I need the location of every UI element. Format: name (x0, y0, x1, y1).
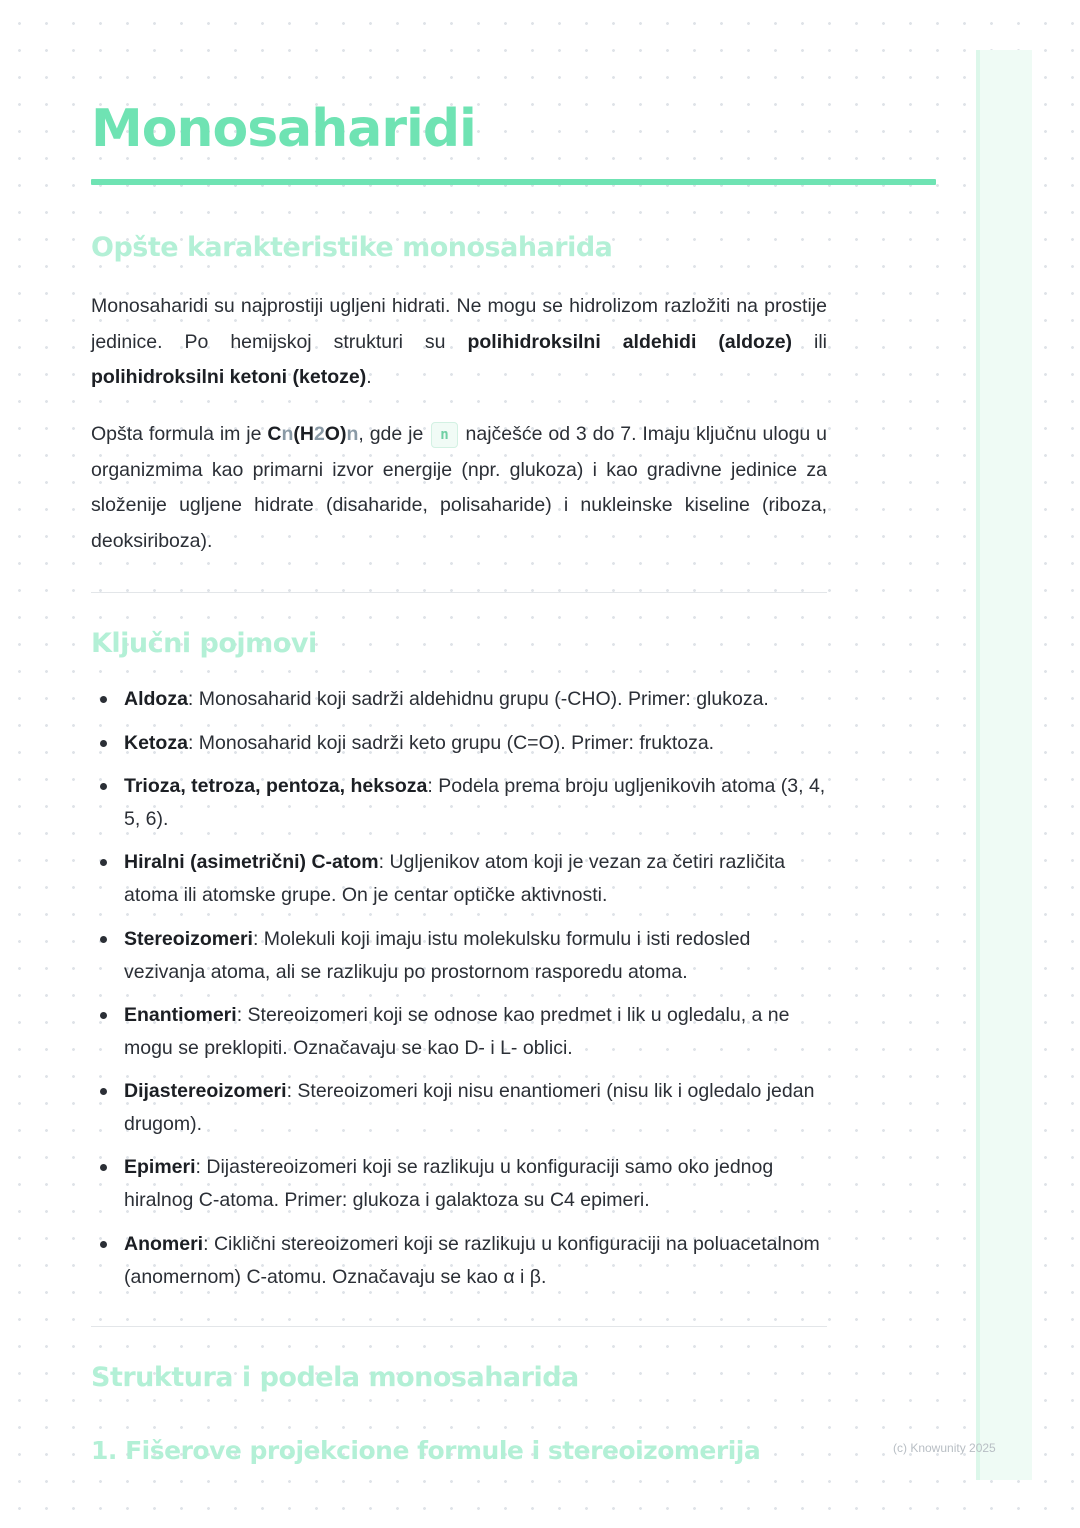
bullet (100, 696, 107, 703)
term-name: Epimeri (124, 1156, 196, 1178)
list-item (91, 770, 827, 836)
paragraph-text: ili (792, 330, 828, 353)
bold-term-aldoze: polihidroksilni aldehidi (aldoze) (467, 330, 793, 353)
bold-term-ketoze: polihidroksilni ketoni (ketoze) (91, 366, 367, 388)
term-definition: : Molekuli koji imaju istu molekulsku formulu i isti redosled vezivanja atoma, ali se razlikuju po prostornom rasporedu atoma. (124, 928, 751, 983)
paragraph-text: Monosaharidi su najprostiji ugljeni hidrati. Ne mogu se hidrolizom razložiti na prostije jedinice. Po hemijskoj strukturi su (91, 295, 827, 353)
term-name: Hiralni (asimetrični) C-atom (124, 851, 379, 873)
term-definition: : Ciklični stereoizomeri koji se razlikuju u konfiguraciji na poluacetalnom (anomernom) C-atomu. Označavaju se kao α i β. (124, 1233, 820, 1288)
section-heading-key-terms: Ključni pojmovi (91, 628, 317, 659)
term-name: Aldoza (124, 688, 188, 710)
bullet (100, 859, 107, 866)
term-name: Anomeri (124, 1233, 204, 1255)
document-body (91, 90, 828, 1465)
inline-code-n: n (431, 422, 457, 448)
term-definition: : Stereoizomeri koji se odnose kao predmet i lik u ogledalu, a ne mogu se preklopiti. Označavaju se kao D- i L- oblici. (124, 1004, 790, 1059)
bullet (100, 936, 107, 943)
copyright-footer: (c) Knowunity 2025 (893, 1441, 996, 1455)
section-divider (91, 1326, 827, 1327)
title-underline (91, 179, 936, 185)
term-name: Stereoizomeri (124, 928, 253, 950)
subsection-heading-fischer: 1. Fišerove projekcione formule i stereoizomerija (91, 1436, 761, 1465)
list-item (91, 683, 827, 716)
bullet (100, 1241, 107, 1248)
term-definition: : Monosaharid koji sadrži aldehidnu grupu (-CHO). Primer: glukoza. (187, 688, 769, 710)
list-item (91, 846, 827, 912)
list-item (91, 727, 827, 760)
term-name: Ketoza (124, 732, 188, 754)
term-name: Dijastereoizomeri (124, 1080, 287, 1102)
general-formula: Cn(H2O)n (267, 423, 359, 445)
section-divider (91, 592, 827, 593)
term-definition: : Podela prema broju ugljenikovih atoma (3, 4, 5, 6). (124, 775, 826, 830)
section-heading-general: Opšte karakteristike monosaharida (91, 232, 613, 263)
page-title: Monosaharidi (91, 99, 476, 159)
section-heading-structure: Struktura i podela monosaharida (91, 1362, 579, 1393)
paragraph-text: najčešće od 3 do 7. Imaju ključnu ulogu u organizmima kao primarni izvor energije (npr. glukoza) i kao gradivne jedinice za složenije ugljene hidrate (disaharide, polisaharide) i nukleinske kiseline (riboza, deoksiriboza). (91, 423, 827, 552)
bullet (100, 1088, 107, 1095)
paragraph-text: , gde je (358, 423, 430, 445)
term-definition: : Stereoizomeri koji nisu enantiomeri (nisu lik i ogledalo jedan drugom). (124, 1080, 815, 1135)
side-margin-strip (976, 50, 1032, 1480)
paragraph-formula (91, 417, 827, 559)
term-definition: : Monosaharid koji sadrži keto grupu (C=O). Primer: fruktoza. (187, 732, 715, 754)
list-item (91, 1228, 827, 1294)
term-name: Trioza, tetroza, pentoza, heksoza (124, 775, 428, 797)
term-definition: : Ugljenikov atom koji je vezan za četiri različita atoma ili atomske grupe. On je centar optičke aktivnosti. (124, 851, 786, 906)
term-name: Enantiomeri (124, 1004, 237, 1026)
paragraph-text: . (366, 366, 372, 388)
bullet (100, 783, 107, 790)
list-item (91, 1151, 827, 1217)
paragraph-definition (91, 289, 827, 396)
bullet (100, 1012, 107, 1019)
bullet (100, 740, 107, 747)
paragraph-text: Opšta formula im je (91, 423, 268, 445)
list-item (91, 1075, 827, 1141)
term-definition: : Dijastereoizomeri koji se razlikuju u konfiguraciji samo oko jednog hiralnog C-atoma. Primer: glukoza i galaktoza su C4 epimeri. (124, 1156, 774, 1211)
list-item (91, 923, 827, 989)
list-item (91, 999, 827, 1065)
bullet (100, 1164, 107, 1171)
